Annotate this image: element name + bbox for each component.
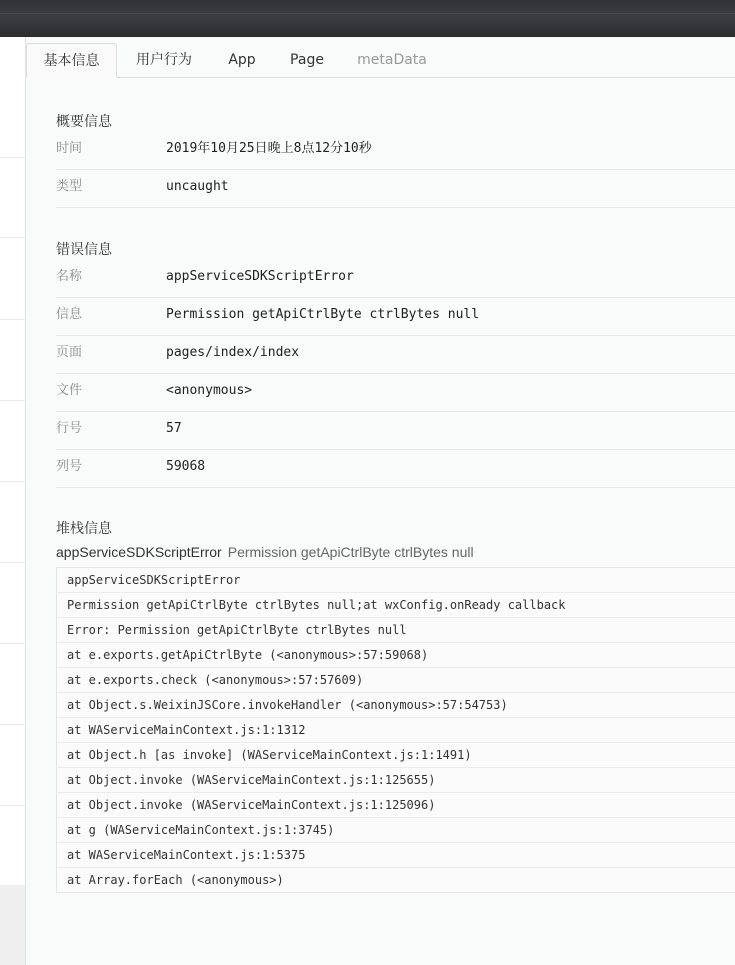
detail-panel <box>25 37 735 965</box>
stack-line: at Object.s.WeixinJSCore.invokeHandler (<anonymous>:57:54753) <box>57 693 735 718</box>
error-row-page <box>56 335 735 374</box>
field-label: 行号 <box>56 421 83 436</box>
tab-bar <box>26 43 735 78</box>
field-label: 文件 <box>56 383 83 398</box>
field-value: pages/index/index <box>166 345 300 360</box>
stack-line: at Object.invoke (WAServiceMainContext.js:1:125096) <box>57 793 735 818</box>
field-label: 列号 <box>56 459 83 474</box>
left-list-pane <box>0 37 25 965</box>
stack-error-name: appServiceSDKScriptError <box>56 544 222 560</box>
field-value: 2019年10月25日晚上8点12分10秒 <box>166 141 372 156</box>
field-value: <anonymous> <box>166 383 253 398</box>
stack-line: at g (WAServiceMainContext.js:1:3745) <box>57 818 735 843</box>
stack-section-title: 堆栈信息 <box>56 521 112 537</box>
stack-line: at Object.invoke (WAServiceMainContext.js:1:125655) <box>57 768 735 793</box>
stack-error-heading <box>56 544 474 560</box>
top-bar-divider <box>0 13 735 14</box>
stack-line: Error: Permission getApiCtrlByte ctrlBytes null <box>57 618 735 643</box>
field-label: 时间 <box>56 141 83 156</box>
stack-line: at e.exports.check (<anonymous>:57:57609) <box>57 668 735 693</box>
left-list-divider <box>0 805 25 806</box>
stack-trace <box>56 567 735 893</box>
summary-row-type <box>56 169 735 208</box>
left-list-divider <box>0 724 25 725</box>
left-list-divider <box>0 400 25 401</box>
field-value: appServiceSDKScriptError <box>166 269 354 284</box>
tab-page[interactable]: Page <box>290 52 324 68</box>
stack-line: at WAServiceMainContext.js:1:1312 <box>57 718 735 743</box>
stack-error-message: Permission getApiCtrlByte ctrlBytes null <box>227 544 474 560</box>
tab-app[interactable]: App <box>228 52 256 68</box>
summary-row-time <box>56 131 735 170</box>
field-value: 57 <box>166 421 182 436</box>
field-value: 59068 <box>166 459 206 474</box>
field-value: uncaught <box>166 179 229 194</box>
left-list-divider <box>0 319 25 320</box>
left-list-divider <box>0 481 25 482</box>
stack-line: at WAServiceMainContext.js:1:5375 <box>57 843 735 868</box>
summary-section-title: 概要信息 <box>56 114 112 130</box>
tab-basic-info[interactable]: 基本信息 <box>26 43 117 78</box>
field-label: 页面 <box>56 345 83 360</box>
error-row-file <box>56 373 735 412</box>
error-row-column <box>56 449 735 488</box>
left-pane-footer <box>0 885 25 965</box>
left-list-divider <box>0 157 25 158</box>
field-label: 信息 <box>56 307 83 322</box>
field-label: 名称 <box>56 269 83 284</box>
left-list-divider <box>0 562 25 563</box>
left-list-divider <box>0 237 25 238</box>
error-section-title: 错误信息 <box>56 242 112 258</box>
stack-line: appServiceSDKScriptError <box>57 568 735 593</box>
stack-line: at Array.forEach (<anonymous>) <box>67 873 284 887</box>
field-label: 类型 <box>56 179 83 194</box>
error-row-message <box>56 297 735 336</box>
stack-line: at e.exports.getApiCtrlByte (<anonymous>:57:59068) <box>57 643 735 668</box>
tab-user-behavior[interactable]: 用户行为 <box>136 52 192 68</box>
error-row-line <box>56 411 735 450</box>
stack-line: at Object.h [as invoke] (WAServiceMainContext.js:1:1491) <box>57 743 735 768</box>
window-top-bar <box>0 0 735 37</box>
error-row-name <box>56 259 735 298</box>
left-list-divider <box>0 643 25 644</box>
stack-line: Permission getApiCtrlByte ctrlBytes null;at wxConfig.onReady callback <box>57 593 735 618</box>
tab-metadata[interactable]: metaData <box>357 52 427 68</box>
field-value: Permission getApiCtrlByte ctrlBytes null <box>166 307 480 322</box>
